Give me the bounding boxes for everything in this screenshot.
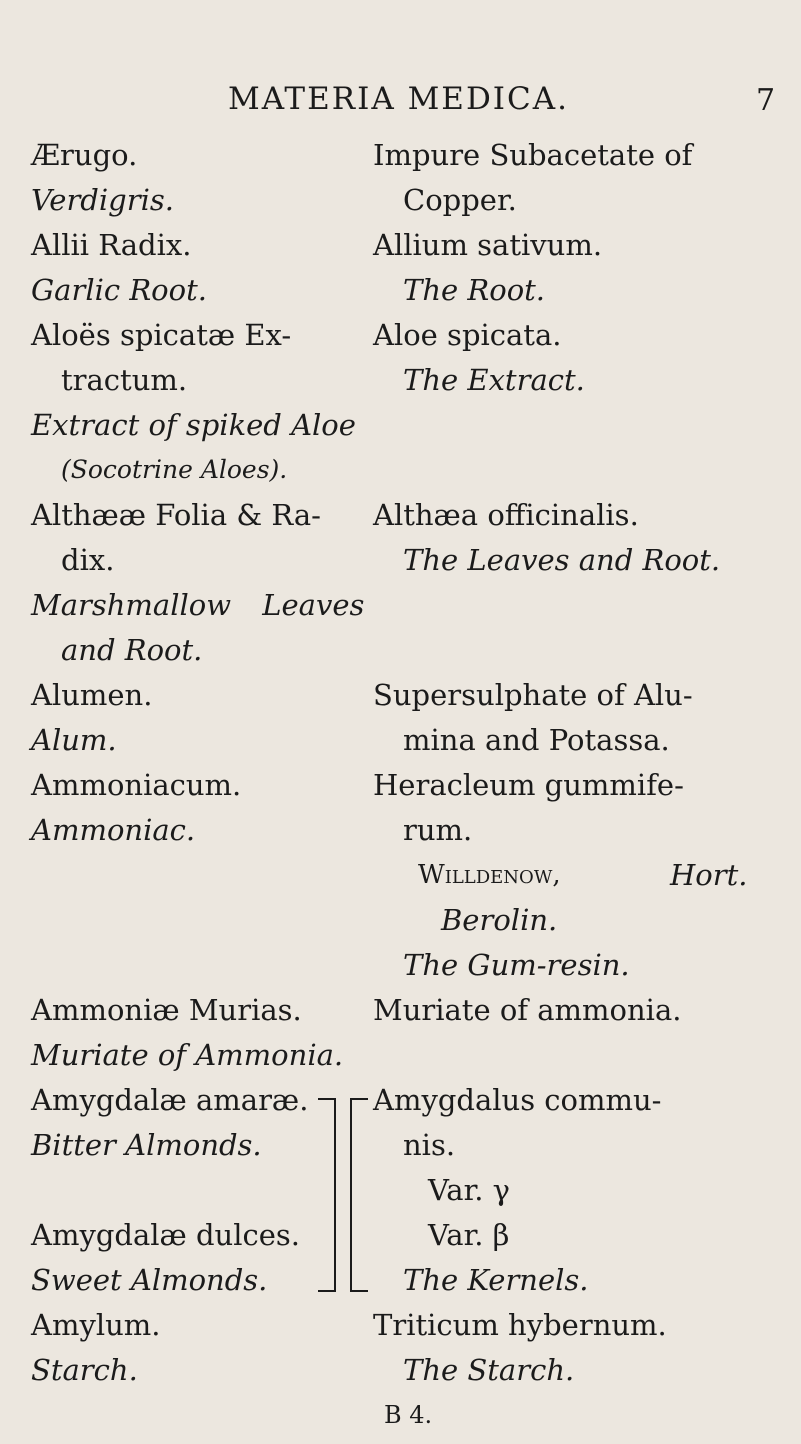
left-brace bbox=[350, 1098, 368, 1292]
entry-part: The Root. bbox=[403, 273, 546, 307]
page-number: 7 bbox=[756, 83, 776, 118]
entry-latin: Ammoniacum. bbox=[31, 768, 242, 802]
entry-modern: Impure Subacetate of bbox=[373, 138, 693, 172]
entry-part: The Extract. bbox=[403, 363, 585, 397]
entry-latin: Ærugo. bbox=[31, 138, 138, 172]
entry-authority-source: Hort. bbox=[670, 858, 748, 892]
entry-latin: Alumen. bbox=[31, 678, 153, 712]
entry-latin: Amygdalæ dulces. bbox=[31, 1218, 301, 1252]
entry-english: Garlic Root. bbox=[31, 273, 207, 307]
running-title: MATERIA MEDICA. bbox=[228, 81, 569, 117]
entry-english: Sweet Almonds. bbox=[31, 1263, 268, 1297]
entry-latin: Aloës spicatæ Ex- bbox=[31, 318, 292, 352]
entry-modern: Amygdalus commu- bbox=[373, 1083, 662, 1117]
entry-part: The Starch. bbox=[403, 1353, 575, 1387]
entry-variety: Var. β bbox=[428, 1218, 510, 1252]
entry-modern: Heracleum gummife- bbox=[373, 768, 684, 802]
entry-english: Bitter Almonds. bbox=[31, 1128, 262, 1162]
entry-latin: Althææ Folia & Ra- bbox=[31, 498, 321, 532]
entry-authority-source-cont: Berolin. bbox=[441, 903, 558, 937]
entry-modern: Althæa officinalis. bbox=[373, 498, 639, 532]
entry-modern-cont: mina and Potassa. bbox=[403, 723, 670, 757]
entry-modern-cont: Copper. bbox=[403, 183, 517, 217]
entry-english: Starch. bbox=[31, 1353, 138, 1387]
entry-modern: Triticum hybernum. bbox=[373, 1308, 667, 1342]
entry-authority: Willdenow, bbox=[418, 860, 561, 890]
signature-mark: B 4. bbox=[384, 1401, 433, 1429]
entry-english: Muriate of Ammonia. bbox=[31, 1038, 344, 1072]
entry-english: Alum. bbox=[31, 723, 117, 757]
entry-part: The Gum-resin. bbox=[403, 948, 630, 982]
entry-english-note: (Socotrine Aloes). bbox=[61, 455, 288, 484]
entry-latin: Ammoniæ Murias. bbox=[31, 993, 302, 1027]
entry-part: The Leaves and Root. bbox=[403, 543, 721, 577]
entry-latin: Amylum. bbox=[31, 1308, 161, 1342]
entry-english-cont: and Root. bbox=[61, 633, 203, 667]
entry-part: The Kernels. bbox=[403, 1263, 589, 1297]
entry-english: Ammoniac. bbox=[31, 813, 196, 847]
entry-latin-cont: dix. bbox=[61, 543, 115, 577]
entry-modern: Muriate of ammonia. bbox=[373, 993, 682, 1027]
entry-latin: Allii Radix. bbox=[31, 228, 192, 262]
entry-english: Extract of spiked Aloe bbox=[31, 408, 356, 442]
right-brace bbox=[318, 1098, 336, 1292]
entry-english: Verdigris. bbox=[31, 183, 174, 217]
entry-english: Marshmallow Leaves bbox=[31, 588, 365, 622]
entry-latin: Amygdalæ amaræ. bbox=[31, 1083, 309, 1117]
entry-modern-cont: nis. bbox=[403, 1128, 456, 1162]
entry-variety: Var. γ bbox=[428, 1173, 511, 1207]
entry-latin-cont: tractum. bbox=[61, 363, 188, 397]
entry-modern: Supersulphate of Alu- bbox=[373, 678, 693, 712]
entry-modern: Allium sativum. bbox=[373, 228, 603, 262]
entry-modern-cont: rum. bbox=[403, 813, 473, 847]
entry-modern: Aloe spicata. bbox=[373, 318, 562, 352]
